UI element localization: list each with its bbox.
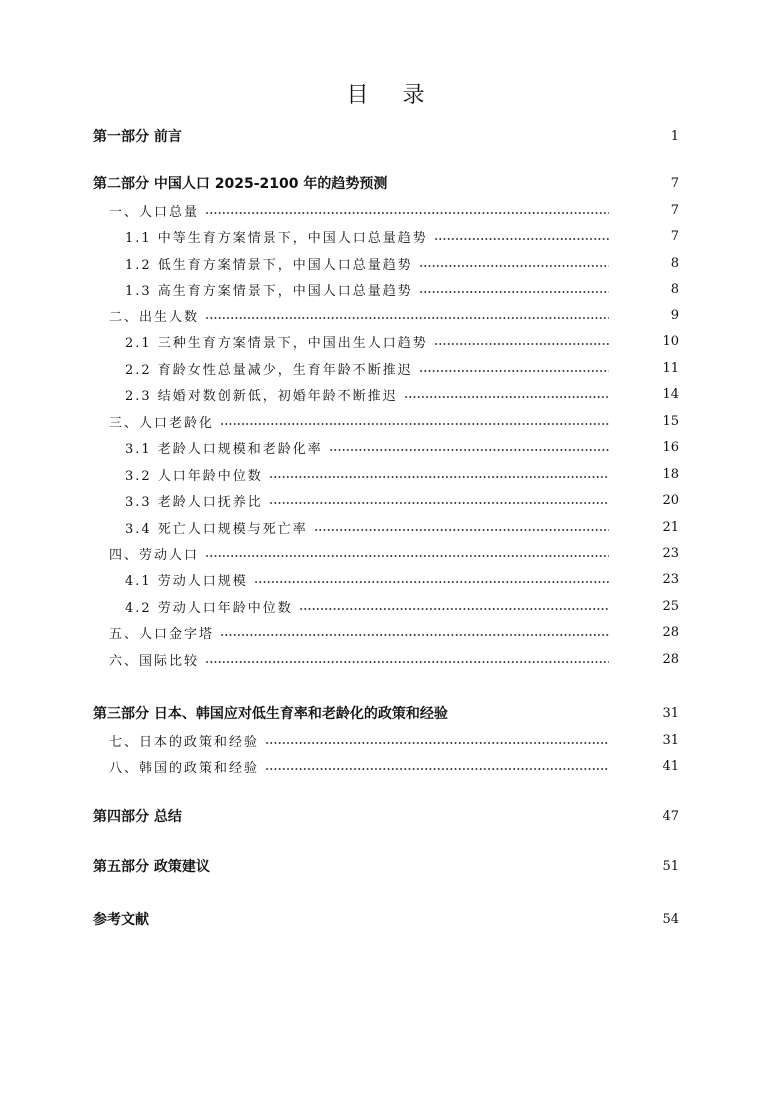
toc-entry-page: 20: [662, 492, 679, 508]
toc-entry-subsection-1-3[interactable]: [125, 279, 679, 299]
toc-entry-page: 23: [662, 545, 679, 561]
toc-entry-label: 第二部分 中国人口 2025-2100 年的趋势预测: [93, 176, 388, 192]
toc-entry-page: 28: [662, 624, 679, 640]
toc-entry-section-8[interactable]: [109, 756, 679, 776]
dot-leader: [205, 555, 609, 557]
dot-leader: [299, 608, 609, 610]
toc-entry-label: 1.3 高生育方案情景下，中国人口总量趋势: [125, 283, 413, 299]
toc-entry-page: 8: [670, 281, 679, 297]
toc-entry-label: 3.4 死亡人口规模与死亡率: [125, 521, 308, 537]
toc-entry-label: 三、人口老龄化: [109, 415, 215, 431]
toc-entry-subsection-2-2[interactable]: [125, 358, 679, 378]
toc-entry-section-3[interactable]: [109, 411, 679, 431]
toc-entry-part2[interactable]: [93, 173, 679, 193]
toc-entry-page: 41: [662, 758, 679, 774]
toc-entry-label: 2.1 三种生育方案情景下，中国出生人口趋势: [125, 335, 428, 351]
toc-entry-references[interactable]: [93, 909, 679, 929]
toc-entry-section-6[interactable]: [109, 649, 679, 669]
toc-entry-subsection-4-2[interactable]: [125, 596, 679, 616]
dot-leader: [205, 661, 609, 663]
toc-entry-label: 4.2 劳动人口年龄中位数: [125, 600, 293, 616]
toc-entry-label: 第一部分 前言: [93, 129, 182, 145]
dot-leader: [269, 476, 609, 478]
toc-entry-section-5[interactable]: [109, 622, 679, 642]
toc-entry-label: 参考文献: [93, 912, 149, 928]
toc-entry-page: 15: [662, 413, 679, 429]
toc-entry-page: 31: [662, 732, 679, 748]
dot-leader: [419, 370, 609, 372]
dot-leader: [329, 449, 609, 451]
toc-entry-page: 11: [662, 360, 679, 376]
dot-leader: [254, 581, 609, 583]
toc-entry-page: 23: [662, 571, 679, 587]
dot-leader: [434, 238, 609, 240]
toc-entry-label: 六、国际比较: [109, 653, 200, 669]
dot-leader: [220, 634, 609, 636]
toc-entry-label: 七、日本的政策和经验: [109, 734, 260, 750]
toc-entry-page: 31: [662, 705, 679, 721]
toc-entry-label: 第五部分 政策建议: [93, 859, 210, 875]
toc-entry-label: 二、出生人数: [109, 309, 200, 325]
toc-entry-label: 四、劳动人口: [109, 547, 200, 563]
toc-entry-label: 第三部分 日本、韩国应对低生育率和老龄化的政策和经验: [93, 706, 448, 722]
toc-title: 目录: [346, 83, 459, 108]
toc-entry-subsection-2-1[interactable]: [125, 331, 679, 351]
toc-entry-page: 1: [670, 128, 679, 144]
toc-entry-subsection-4-1[interactable]: [125, 569, 679, 589]
toc-entry-page: 47: [662, 808, 679, 824]
dot-leader: [265, 768, 609, 770]
dot-leader: [269, 502, 609, 504]
toc-entry-page: 7: [670, 228, 679, 244]
toc-entry-part3[interactable]: [93, 703, 679, 723]
toc-entry-page: 14: [662, 386, 679, 402]
toc-entry-part4[interactable]: [93, 806, 679, 826]
toc-entry-page: 16: [662, 439, 679, 455]
toc-entry-label: 3.1 老龄人口规模和老龄化率: [125, 441, 323, 457]
toc-entry-page: 54: [662, 911, 679, 927]
dot-leader: [314, 529, 609, 531]
toc-entry-page: 8: [670, 255, 679, 271]
toc-entry-label: 八、韩国的政策和经验: [109, 760, 260, 776]
toc-entry-page: 51: [662, 858, 679, 874]
toc-entry-subsection-3-3[interactable]: [125, 490, 679, 510]
toc-entry-label: 4.1 劳动人口规模: [125, 573, 248, 589]
dot-leader: [205, 212, 609, 214]
toc-entry-label: 1.1 中等生育方案情景下，中国人口总量趋势: [125, 230, 428, 246]
toc-entry-section-2[interactable]: [109, 305, 679, 325]
toc-entry-page: 7: [670, 202, 679, 218]
toc-entry-label: 1.2 低生育方案情景下，中国人口总量趋势: [125, 257, 413, 273]
toc-entry-page: 10: [662, 333, 679, 349]
toc-entry-part5[interactable]: [93, 856, 679, 876]
toc-entry-page: 9: [670, 307, 679, 323]
dot-leader: [419, 265, 609, 267]
toc-entry-label: 五、人口金字塔: [109, 626, 215, 642]
toc-entry-subsection-2-3[interactable]: [125, 384, 679, 404]
dot-leader: [434, 343, 609, 345]
toc-entry-subsection-3-2[interactable]: [125, 464, 679, 484]
toc-entry-page: 25: [662, 598, 679, 614]
toc-entry-page: 18: [662, 466, 679, 482]
toc-entry-label: 3.2 人口年龄中位数: [125, 468, 263, 484]
toc-entry-page: 7: [670, 175, 679, 191]
toc-entry-page: 21: [662, 519, 679, 535]
toc-entry-label: 2.2 育龄女性总量减少，生育年龄不断推迟: [125, 362, 413, 378]
toc-entry-subsection-3-4[interactable]: [125, 517, 679, 537]
toc-entry-section-1[interactable]: [109, 200, 679, 220]
dot-leader: [404, 396, 609, 398]
dot-leader: [220, 423, 609, 425]
toc-entry-page: 28: [662, 651, 679, 667]
toc-entry-part1[interactable]: [93, 126, 679, 146]
toc-entry-section-7[interactable]: [109, 730, 679, 750]
dot-leader: [419, 291, 609, 293]
dot-leader: [265, 742, 609, 744]
toc-entry-label: 第四部分 总结: [93, 809, 182, 825]
toc-entry-subsection-1-1[interactable]: [125, 226, 679, 246]
toc-entry-label: 3.3 老龄人口抚养比: [125, 494, 263, 510]
dot-leader: [205, 317, 609, 319]
toc-entry-subsection-1-2[interactable]: [125, 253, 679, 273]
toc-entry-label: 2.3 结婚对数创新低，初婚年龄不断推迟: [125, 388, 398, 404]
toc-entry-label: 一、人口总量: [109, 204, 200, 220]
toc-entry-subsection-3-1[interactable]: [125, 437, 679, 457]
toc-entry-section-4[interactable]: [109, 543, 679, 563]
